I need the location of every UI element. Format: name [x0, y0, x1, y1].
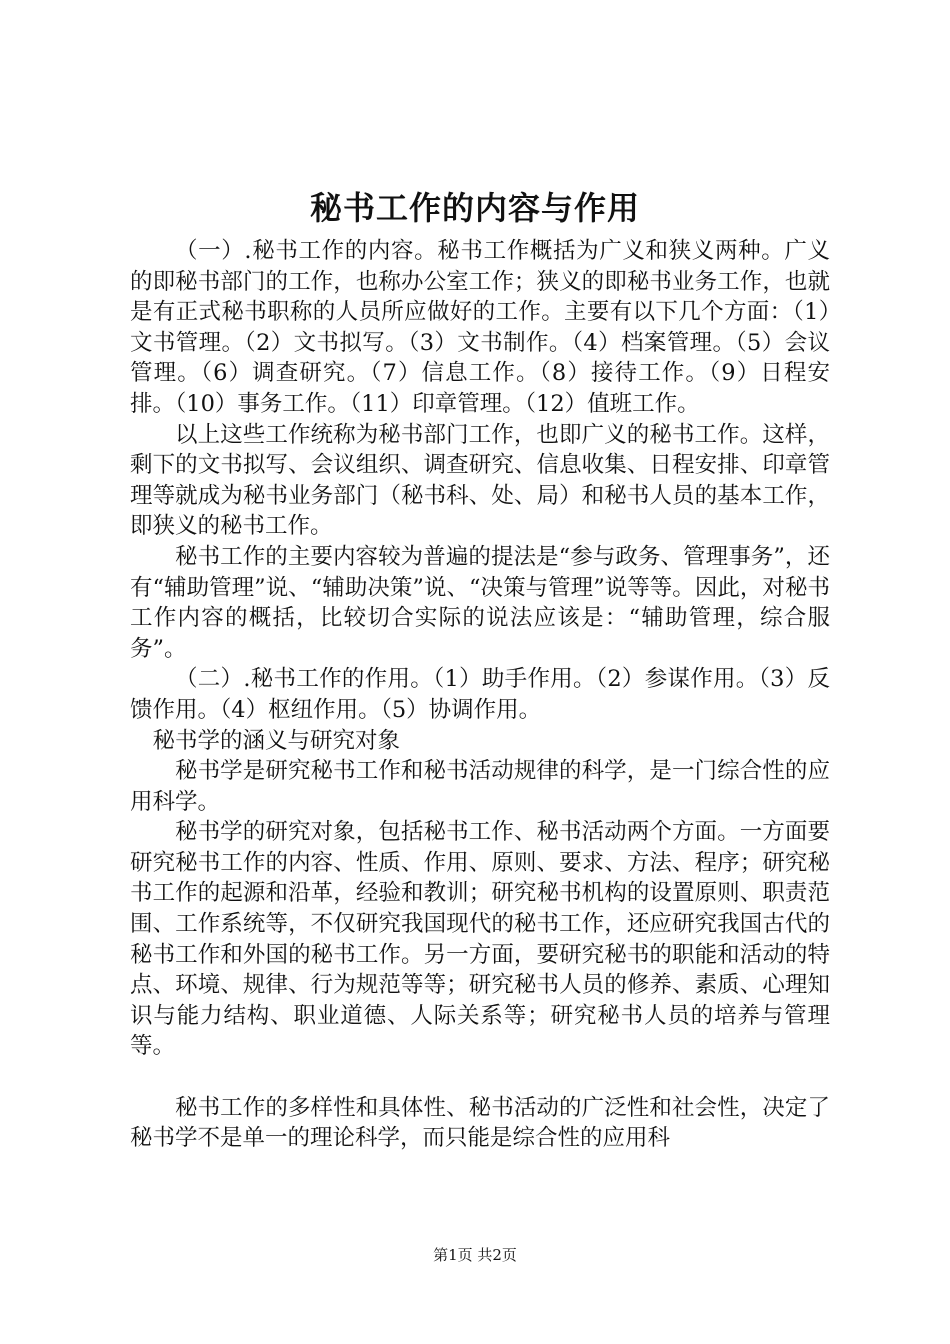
paragraph-functions: （二）.秘书工作的作用。（1）助手作用。（2）参谋作用。（3）反馈作用。（4）枢纽作用。（5）协调作用。 — [130, 666, 830, 723]
paragraph-content-overview: （一）.秘书工作的内容。秘书工作概括为广义和狭义两种。广义的即秘书部门的工作，也称办公室工作；狭义的即秘书业务工作，也就是有正式秘书职称的人员所应做好的工作。主要有以下几个方面：（1）文书管理。（2）文书拟写。（3）文书制作。（4）档案管理。（5）会议管理。（6）调查研究。（7）信息工作。（8）接待工作。（9）日程安排。（10）事务工作。（11）印章管理。（12）值班工作。 — [130, 238, 830, 417]
paragraph-definition: 秘书学是研究秘书工作和秘书活动规律的科学，是一门综合性的应用科学。 — [130, 758, 830, 815]
document-body — [130, 236, 830, 1154]
section-heading: 秘书学的涵义与研究对象 — [152, 727, 401, 754]
paragraph-main-content: 秘书工作的主要内容较为普遍的提法是“参与政务、管理事务”，还有“辅助管理”说、“辅助决策”说、“决策与管理”说等等。因此，对秘书工作内容的概括，比较切合实际的说法应该是：“辅助管理，综合服务”。 — [130, 543, 830, 662]
page-footer: 第1页 共2页 — [433, 1246, 517, 1264]
document-title: 秘书工作的内容与作用 — [309, 189, 640, 227]
paragraph-research-object: 秘书学的研究对象，包括秘书工作、秘书活动两个方面。一方面要研究秘书工作的内容、性质、作用、原则、要求、方法、程序；研究秘书工作的起源和沿革，经验和教训；研究秘书机构的设置原则、职责范围、工作系统等，不仅研究我国现代的秘书工作，还应研究我国古代的秘书工作和外国的秘书工作。另一方面，要研究秘书的职能和活动的特点、环境、规律、行为规范等等；研究秘书人员的修养、素质、心理知识与能力结构、职业道德、人际关系等；研究秘书人员的培养与管理等。 — [130, 819, 830, 1060]
paragraph-broad-narrow: 以上这些工作统称为秘书部门工作，也即广义的秘书工作。这样，剩下的文书拟写、会议组织、调查研究、信息收集、日程安排、印章管理等就成为秘书业务部门（秘书科、处、局）和秘书人员的基本工作，即狭义的秘书工作。 — [130, 421, 830, 540]
paragraph-applied-science: 秘书工作的多样性和具体性、秘书活动的广泛性和社会性，决定了秘书学不是单一的理论科学，而只能是综合性的应用科 — [130, 1094, 830, 1152]
